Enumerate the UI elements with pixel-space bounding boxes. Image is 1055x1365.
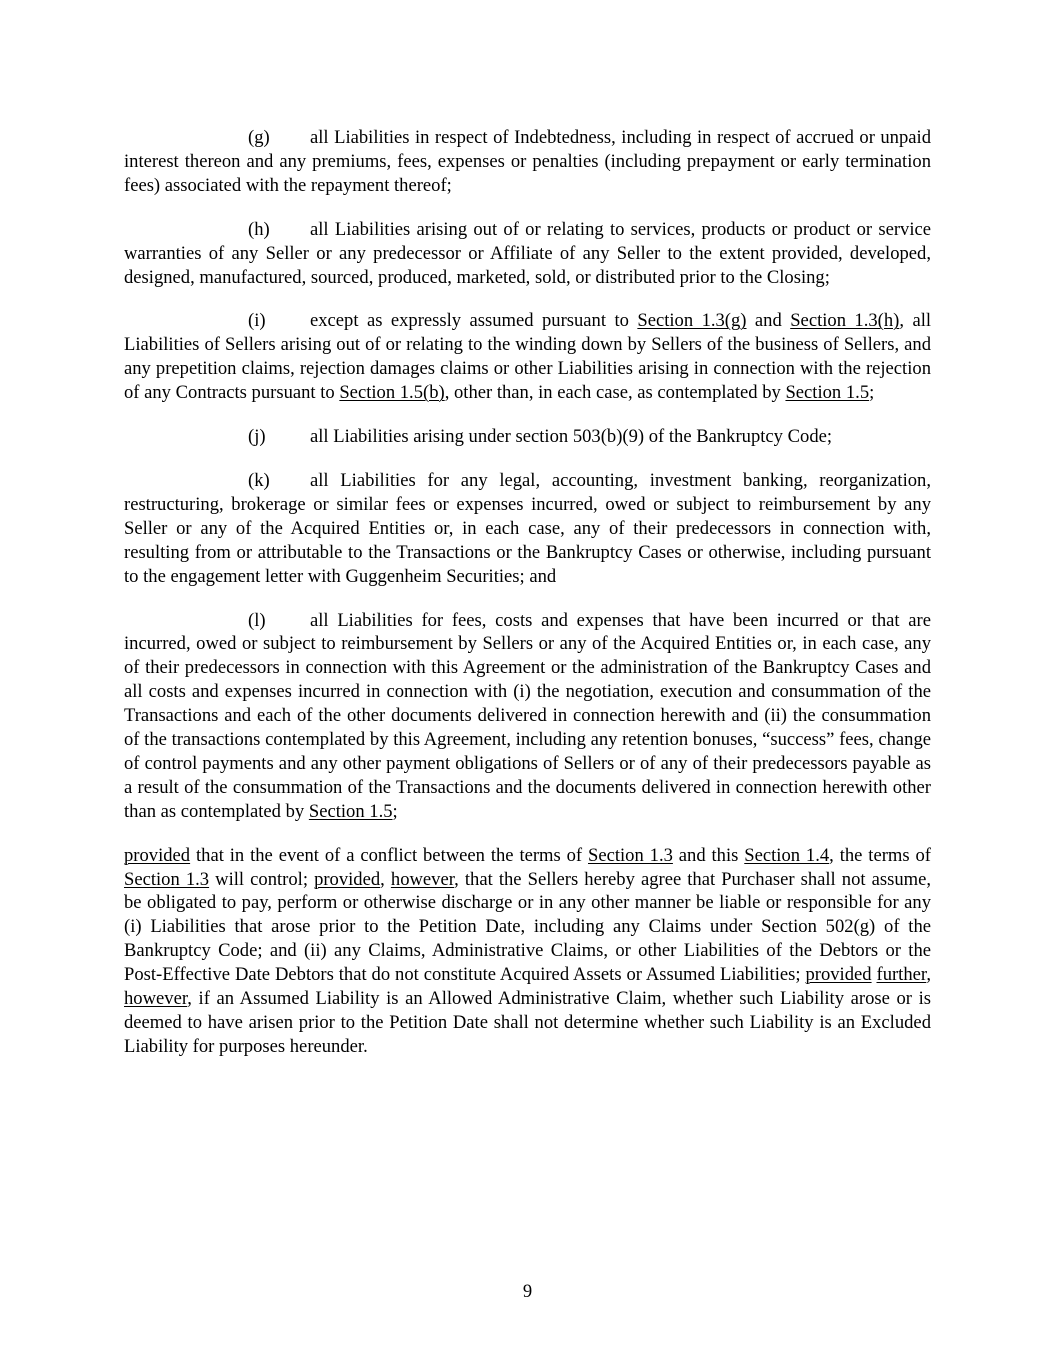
paragraph-k-text: all Liabilities for any legal, accounting, investment banking, reorganization, restructuring, brokerage or similar fees or expenses incurred, owed or subject to reimbursement by any Seller or any of the Acquired Entities or, in each case, any of their predecessors in connection with, resulting from or attributable to the Transactions or the Bankruptcy Cases or otherwise, including pursuant to the engagement letter with Guggenheim Securities; and <box>124 469 931 587</box>
section-ref-1-3h: Section 1.3(h) <box>790 310 900 332</box>
proviso-text: will control; <box>209 868 315 890</box>
section-ref-1-5: Section 1.5 <box>785 382 870 404</box>
proviso-text: , <box>380 868 391 890</box>
paragraph-i-text: ; <box>869 382 875 404</box>
paragraph-l-marker: (l) <box>248 609 266 631</box>
proviso-term: however <box>124 988 188 1010</box>
proviso-paragraph <box>124 844 931 1059</box>
section-ref-1-4: Section 1.4 <box>744 844 830 866</box>
proviso-term: however <box>390 868 455 890</box>
proviso-term: provided <box>314 868 381 890</box>
proviso-text: and this <box>672 844 745 866</box>
paragraph-i-text: , all Liabilities of Sellers arising out of or relating to the winding down by Sellers of the business of Sellers, and any prepetition claims, rejection damages claims or other Liabilities arising in connection with the rejection of any Contracts pursuant to <box>124 310 932 404</box>
paragraph-k-marker: (k) <box>248 469 270 491</box>
section-ref-1-5b: Section 1.5(b) <box>339 382 445 404</box>
proviso-term: provided <box>805 964 872 986</box>
section-ref-1-3g: Section 1.3(g) <box>637 310 747 332</box>
paragraph-i-text: , other than, in each case, as contemplated by <box>444 382 786 404</box>
paragraph-j-text: all Liabilities arising under section 503(b)(9) of the Bankruptcy Code; <box>310 426 833 448</box>
proviso-term: provided <box>124 844 191 866</box>
proviso-text: , <box>926 964 931 986</box>
paragraph-l-text: all Liabilities for fees, costs and expenses that have been incurred or that are incurred, owed or subject to reimbursement by Sellers or any of the Acquired Entities or, in each case, any of their predecessors in connection with this Agreement or the administration of the Bankruptcy Cases and all costs and expenses incurred in connection with (i) the negotiation, execution and consummation of the Transactions and each of the other documents delivered in connection herewith and (ii) the consummation of the transactions contemplated by this Agreement, including any retention bonuses, “success” fees, change of control payments and any other payment obligations of Sellers or of any of their predecessors payable as a result of the consummation of the Transactions and the documents delivered in connection herewith other than as contemplated by <box>124 609 931 822</box>
proviso-term: further <box>876 964 927 986</box>
paragraph-l-text: ; <box>392 800 398 822</box>
paragraph-g-text: all Liabilities in respect of Indebtedness, including in respect of accrued or unpaid interest thereon and any premiums, fees, expenses or penalties (including prepayment or early termination fees) associated with the repayment thereof; <box>124 127 931 196</box>
section-ref-1-3: Section 1.3 <box>124 868 210 890</box>
paragraph-k <box>124 469 931 589</box>
document-page <box>124 126 931 1079</box>
page-number: 9 <box>522 1281 533 1302</box>
paragraph-i-marker: (i) <box>248 310 266 332</box>
proviso-text: that in the event of a conflict between the terms of <box>190 844 588 866</box>
section-ref-1-3: Section 1.3 <box>588 844 673 866</box>
paragraph-i <box>124 309 931 405</box>
paragraph-i-text: and <box>746 310 791 332</box>
paragraph-i-text: except as expressly assumed pursuant to <box>310 310 638 332</box>
paragraph-g-marker: (g) <box>248 127 270 148</box>
proviso-text: , that the Sellers hereby agree that Purchaser shall not assume, be obligated to pay, perform or otherwise discharge or in any other manner be liable or responsible for any (i) Liabilities that arose prior to the Petition Date, including any Claims under Section 502(g) of the Bankruptcy Code; and (ii) any Claims, Administrative Claims, or other Liabilities of the Debtors or the Post-Effective Date Debtors that do not constitute Acquired Assets or Assumed Liabilities; <box>124 868 931 986</box>
paragraph-h <box>124 218 931 290</box>
proviso-text: , the terms of <box>829 844 931 866</box>
paragraph-l <box>124 609 931 824</box>
paragraph-g <box>124 126 931 198</box>
proviso-text: , if an Assumed Liability is an Allowed Administrative Claim, whether such Liability arose or is deemed to have arisen prior to the Petition Date shall not determine whether such Liability is an Excluded Liability for purposes hereunder. <box>124 988 931 1057</box>
paragraph-h-marker: (h) <box>248 218 270 240</box>
paragraph-j-marker: (j) <box>248 426 266 448</box>
paragraph-j <box>124 425 931 449</box>
paragraph-h-text: all Liabilities arising out of or relating to services, products or product or service warranties of any Seller or any predecessor or Affiliate of any Seller to the extent provided, developed, designed, manufactured, sourced, produced, marketed, sold, or distributed prior to the Closing; <box>124 218 931 288</box>
section-ref-1-5: Section 1.5 <box>308 800 393 822</box>
